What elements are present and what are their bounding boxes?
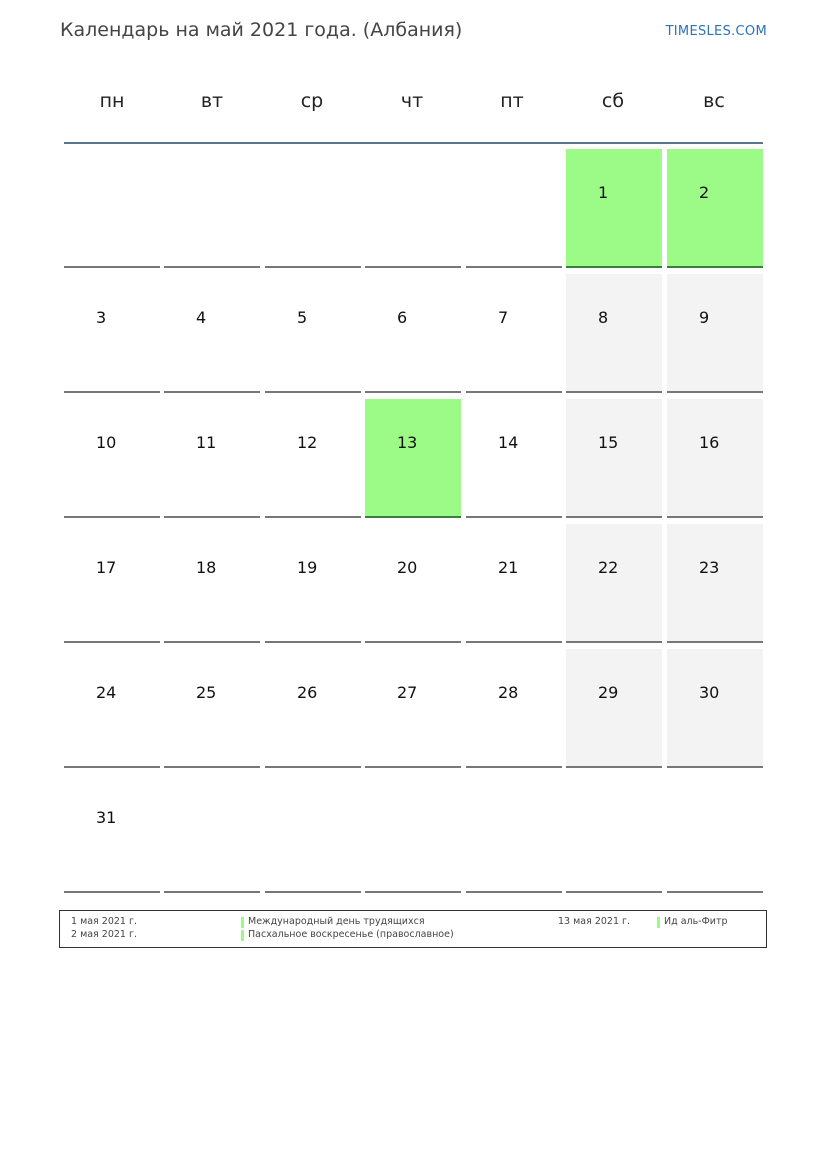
calendar-day-cell[interactable] <box>265 399 361 518</box>
calendar-empty-cell <box>64 149 160 268</box>
calendar-day-cell[interactable] <box>64 649 160 768</box>
calendar-day-cell[interactable] <box>566 274 662 393</box>
day-number: 3 <box>96 308 107 327</box>
day-number: 14 <box>498 433 519 452</box>
legend-date: 2 мая 2021 г. <box>71 929 137 940</box>
day-number: 30 <box>699 683 720 702</box>
calendar-empty-cell <box>566 774 662 893</box>
day-number: 27 <box>397 683 418 702</box>
day-number: 19 <box>297 558 318 577</box>
legend-holiday-name <box>241 929 454 940</box>
weekday-tue: вт <box>200 90 224 112</box>
calendar-empty-cell <box>466 149 562 268</box>
day-number: 5 <box>297 308 308 327</box>
weekday-mon: пн <box>99 90 125 112</box>
calendar-day-cell[interactable] <box>667 274 763 393</box>
calendar-day-cell[interactable] <box>265 524 361 643</box>
calendar-day-cell[interactable] <box>466 649 562 768</box>
calendar-day-cell[interactable] <box>164 649 260 768</box>
day-number: 21 <box>498 558 519 577</box>
calendar-day-cell[interactable] <box>566 649 662 768</box>
day-number: 6 <box>397 308 408 327</box>
legend-date: 1 мая 2021 г. <box>71 916 137 927</box>
calendar-day-cell[interactable] <box>164 399 260 518</box>
day-number: 22 <box>598 558 619 577</box>
page-title: Календарь на май 2021 года. (Албания) <box>60 19 463 41</box>
calendar-day-cell[interactable] <box>64 399 160 518</box>
calendar-empty-cell <box>164 149 260 268</box>
calendar-day-cell[interactable] <box>566 149 662 268</box>
calendar-day-cell[interactable] <box>466 399 562 518</box>
day-number: 23 <box>699 558 720 577</box>
calendar-empty-cell <box>466 774 562 893</box>
calendar-day-cell[interactable] <box>64 524 160 643</box>
calendar-day-cell[interactable] <box>667 149 763 268</box>
calendar-day-cell[interactable] <box>365 524 461 643</box>
calendar-day-cell[interactable] <box>365 649 461 768</box>
day-number: 31 <box>96 808 117 827</box>
day-number: 17 <box>96 558 117 577</box>
day-number: 10 <box>96 433 117 452</box>
day-number: 29 <box>598 683 619 702</box>
holiday-legend <box>59 910 767 948</box>
calendar-day-cell[interactable] <box>466 524 562 643</box>
day-number: 9 <box>699 308 710 327</box>
calendar-day-cell[interactable] <box>265 274 361 393</box>
calendar-day-cell[interactable] <box>566 524 662 643</box>
calendar-empty-cell <box>667 774 763 893</box>
day-number: 4 <box>196 308 207 327</box>
calendar-empty-cell <box>365 149 461 268</box>
weekday-header-row <box>64 90 764 120</box>
legend-holiday-label: Пасхальное воскресенье (православное) <box>248 929 454 940</box>
day-number: 13 <box>397 433 418 452</box>
day-number: 20 <box>397 558 418 577</box>
calendar-day-cell[interactable] <box>164 524 260 643</box>
legend-holiday-name <box>657 916 728 927</box>
day-number: 18 <box>196 558 217 577</box>
site-link[interactable]: TIMESLES.COM <box>665 24 767 39</box>
day-number: 12 <box>297 433 318 452</box>
calendar-empty-cell <box>265 149 361 268</box>
calendar-day-cell[interactable] <box>667 524 763 643</box>
legend-date: 13 мая 2021 г. <box>558 916 631 927</box>
calendar-day-cell[interactable] <box>466 274 562 393</box>
weekday-wed: ср <box>300 90 324 112</box>
calendar-empty-cell <box>265 774 361 893</box>
calendar-empty-cell <box>164 774 260 893</box>
legend-color-swatch <box>241 930 244 941</box>
calendar-day-cell[interactable] <box>667 649 763 768</box>
day-number: 25 <box>196 683 217 702</box>
day-number: 11 <box>196 433 217 452</box>
calendar-day-cell[interactable] <box>164 274 260 393</box>
calendar-empty-cell <box>365 774 461 893</box>
day-number: 26 <box>297 683 318 702</box>
day-number: 2 <box>699 183 710 202</box>
legend-holiday-name <box>241 916 425 927</box>
legend-holiday-label: Ид аль-Фитр <box>664 916 728 927</box>
weekday-thu: чт <box>400 90 424 112</box>
legend-holiday-label: Международный день трудящихся <box>248 916 425 927</box>
day-number: 16 <box>699 433 720 452</box>
calendar-day-cell[interactable] <box>365 399 461 518</box>
weekday-sat: сб <box>601 90 625 112</box>
day-number: 8 <box>598 308 609 327</box>
legend-color-swatch <box>241 917 244 928</box>
calendar-day-cell[interactable] <box>64 274 160 393</box>
legend-color-swatch <box>657 917 660 928</box>
weekday-fri: пт <box>500 90 524 112</box>
calendar-day-cell[interactable] <box>64 774 160 893</box>
day-number: 24 <box>96 683 117 702</box>
header-divider <box>64 142 763 144</box>
day-number: 1 <box>598 183 609 202</box>
weekday-sun: вс <box>703 90 725 112</box>
day-number: 28 <box>498 683 519 702</box>
day-number: 7 <box>498 308 509 327</box>
calendar-day-cell[interactable] <box>265 649 361 768</box>
calendar-day-cell[interactable] <box>365 274 461 393</box>
calendar-day-cell[interactable] <box>566 399 662 518</box>
calendar-day-cell[interactable] <box>667 399 763 518</box>
day-number: 15 <box>598 433 619 452</box>
